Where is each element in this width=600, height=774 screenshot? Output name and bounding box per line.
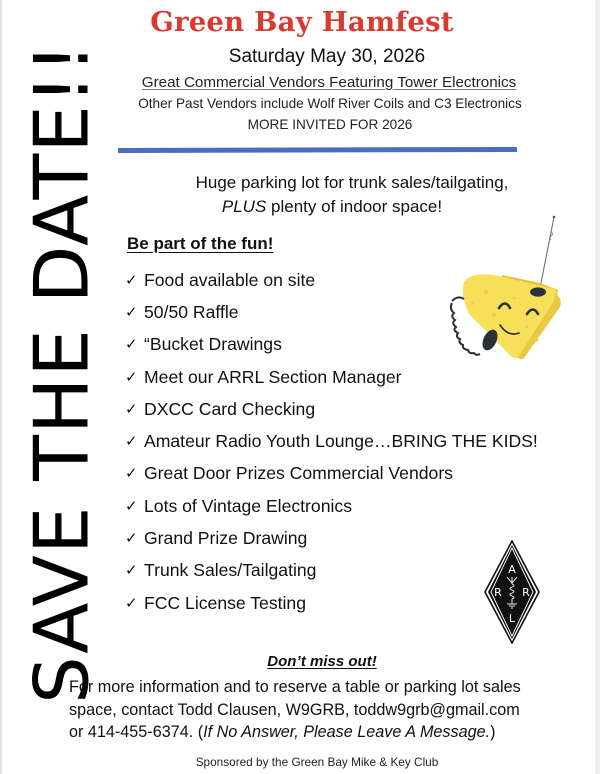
checkmark-icon: ✓ (125, 497, 138, 515)
featured-vendor-line: Great Commercial Vendors Featuring Tower Electronics (141, 74, 517, 91)
list-item (125, 458, 538, 490)
feature-text: Trunk Sales/Tailgating (144, 560, 317, 581)
cheese-radio-mascot-icon (442, 215, 582, 365)
feature-text: DXCC Card Checking (144, 398, 316, 419)
feature-text: Amateur Radio Youth Lounge…BRING THE KIDS! (144, 431, 538, 452)
list-item (125, 361, 538, 393)
list-item (125, 425, 538, 457)
feature-text: Lots of Vintage Electronics (144, 495, 352, 516)
dont-miss-heading: Don’t miss out! (267, 653, 377, 670)
sponsor-line: Sponsored by the Green Bay Mike & Key Club (195, 755, 439, 769)
svg-text:A: A (508, 563, 516, 576)
event-title: Green Bay Hamfest (150, 7, 454, 38)
contact-line-2: space, contact Todd Clausen, W9GRB, toddw9grb@gmail.com (69, 700, 520, 719)
past-vendors-line: Other Past Vendors include Wolf River Coils and C3 Electronics (138, 96, 522, 111)
feature-text: FCC License Testing (144, 592, 307, 613)
event-date: Saturday May 30, 2026 (228, 46, 426, 67)
fun-heading: Be part of the fun! (127, 234, 274, 253)
svg-text:R: R (522, 586, 530, 599)
feature-text: Grand Prize Drawing (144, 528, 308, 549)
arrl-diamond-logo-icon (484, 540, 540, 644)
save-the-date-banner: SAVE THE DATE!! (17, 42, 106, 704)
checkmark-icon: ✓ (125, 562, 138, 580)
contact-line-1: For more information and to reserve a table or parking lot sales (69, 678, 521, 696)
contact-line-3 (69, 721, 521, 744)
list-item (125, 393, 538, 425)
svg-text:R: R (494, 586, 502, 599)
feature-text: Food available on site (144, 269, 316, 290)
list-item (125, 490, 538, 522)
list-item (125, 555, 538, 587)
more-invited-line: MORE INVITED FOR 2026 (247, 117, 413, 132)
feature-text: “Bucket Drawings (144, 334, 282, 355)
checkmark-icon: ✓ (125, 465, 138, 483)
feature-text: 50/50 Raffle (144, 301, 239, 322)
checkmark-icon: ✓ (125, 368, 138, 386)
feature-text: Great Door Prizes Commercial Vendors (144, 463, 453, 484)
phone-text: or 414-455-6374. ( (69, 723, 204, 741)
checkmark-icon: ✓ (125, 530, 138, 548)
paren-close: ) (490, 723, 496, 741)
divider-rule (118, 147, 517, 153)
checkmark-icon: ✓ (125, 271, 138, 289)
checkmark-icon: ✓ (125, 400, 138, 418)
list-item (125, 587, 538, 619)
leave-message-note: If No Answer, Please Leave A Message. (203, 723, 491, 741)
feature-text: Meet our ARRL Section Manager (144, 366, 402, 387)
parking-line: Huge parking lot for trunk sales/tailgating, (195, 173, 509, 192)
plus-emphasis: PLUS (221, 197, 267, 216)
svg-text:L: L (508, 612, 516, 625)
list-item (125, 522, 538, 554)
checkmark-icon: ✓ (125, 336, 138, 354)
contact-info (69, 676, 521, 744)
checkmark-icon: ✓ (125, 594, 138, 612)
indoor-space-line (102, 197, 562, 217)
indoor-space-text: plenty of indoor space! (266, 197, 443, 216)
checkmark-icon: ✓ (125, 303, 138, 321)
checkmark-icon: ✓ (125, 433, 138, 451)
